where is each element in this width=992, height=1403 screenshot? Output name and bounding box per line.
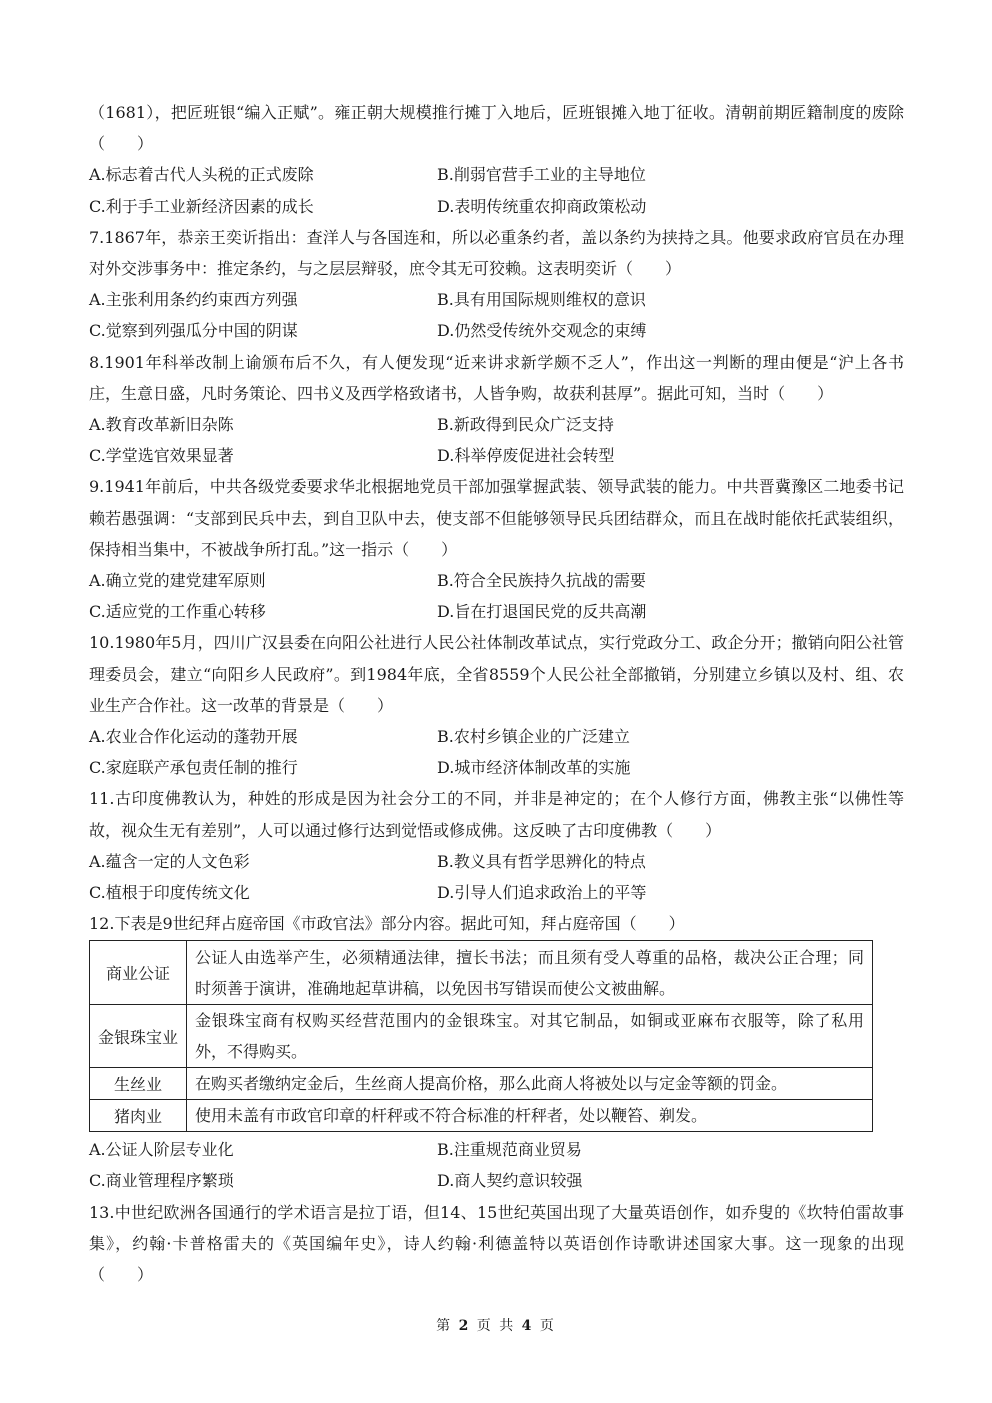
q8-options-row-2 — [89, 440, 904, 471]
page-footer — [0, 1315, 992, 1335]
q10-option-d: D.城市经济体制改革的实施 — [437, 758, 631, 778]
q6-options-row-2 — [89, 191, 904, 222]
q7-option-b: B.具有用国际规则维权的意识 — [437, 290, 646, 310]
q9-option-b: B.符合全民族持久抗战的需要 — [437, 570, 646, 590]
table-key: 商业公证 — [90, 941, 187, 1005]
q12-options-row-2 — [89, 1165, 904, 1196]
q7-option-a: A.主张利用条约约束西方列强 — [89, 290, 298, 310]
table-row — [90, 1005, 873, 1068]
footer-suffix: 页 — [539, 1318, 556, 1334]
q12-table — [89, 940, 873, 1132]
q6-options-row-1 — [89, 159, 904, 190]
q11-options-row-2 — [89, 877, 904, 908]
table-value: 使用未盖有市政官印章的杆秤或不符合标准的杆秤者，处以鞭笞、剃发。 — [187, 1100, 873, 1132]
q11-option-d: D.引导人们追求政治上的平等 — [437, 882, 647, 902]
table-key: 生丝业 — [90, 1068, 187, 1100]
table-row — [90, 1068, 873, 1100]
q9-stem: 9.1941年前后，中共各级党委要求华北根据地党员干部加强掌握武装、领导武装的能力。中共晋冀豫区二地委书记赖若愚强调：“支部到民兵中去，到自卫队中去，使支部不但能够领导民兵团结群众，而且在战时能依托武装组织，保持相当集中，不被战争所打乱。”这一指示（ ） — [89, 477, 904, 559]
q12-options-row-1 — [89, 1134, 904, 1165]
q10-stem: 10.1980年5月，四川广汉县委在向阳公社进行人民公社体制改革试点，实行党政分工、政企分开；撤销向阳公社管理委员会，建立“向阳乡人民政府”。到1984年底，全省8559个人民公社全部撤销，分别建立乡镇以及村、组、农业生产合作社。这一改革的背景是（ ） — [89, 633, 904, 715]
q8-options-row-1 — [89, 409, 904, 440]
q8-option-a: A.教育改革新旧杂陈 — [89, 414, 234, 434]
footer-mid: 页 共 — [476, 1318, 516, 1334]
table-key: 猪肉业 — [90, 1100, 187, 1132]
q12-option-b: B.注重规范商业贸易 — [437, 1140, 582, 1160]
q6-option-a: A.标志着古代人头税的正式废除 — [89, 165, 314, 185]
q10-options-row-2 — [89, 752, 904, 783]
q11-options-row-1 — [89, 846, 904, 877]
q6-option-b: B.削弱官营手工业的主导地位 — [437, 165, 646, 185]
q8-option-d: D.科举停废促进社会转型 — [437, 446, 615, 466]
q11-option-b: B.教义具有哲学思辨化的特点 — [437, 851, 646, 871]
q12-option-a: A.公证人阶层专业化 — [89, 1140, 234, 1160]
q8-option-c: C.学堂选官效果显著 — [89, 446, 234, 466]
q6-option-d: D.表明传统重农抑商政策松动 — [437, 196, 647, 216]
q9-options-row-2 — [89, 596, 904, 627]
footer-prefix: 第 — [436, 1318, 453, 1334]
table-value: 金银珠宝商有权购买经营范围内的金银珠宝。对其它制品，如铜或亚麻布衣服等，除了私用外，不得购买。 — [187, 1005, 873, 1068]
q7-option-c: C.觉察到列强瓜分中国的阴谋 — [89, 321, 298, 341]
q12-stem: 12.下表是9世纪拜占庭帝国《市政官法》部分内容。据此可知，拜占庭帝国（ ） — [89, 914, 685, 934]
q10-options-row-1 — [89, 721, 904, 752]
total-page-number: 4 — [521, 1318, 534, 1334]
q9-option-c: C.适应党的工作重心转移 — [89, 602, 266, 622]
q13-stem: 13.中世纪欧洲各国通行的学术语言是拉丁语，但14、15世纪英国出现了大量英语创作，如乔叟的《坎特伯雷故事集》，约翰·卡普格雷夫的《英国编年史》，诗人约翰·利德盖特以英语创作诗歌讲述国家大事。这一现象的出现（ ） — [89, 1202, 904, 1285]
q7-options-row-2 — [89, 315, 904, 346]
q11-stem: 11.古印度佛教认为，种姓的形成是因为社会分工的不同，并非是神定的；在个人修行方面，佛教主张“以佛性等故，视众生无有差别”，人可以通过修行达到觉悟或修成佛。这反映了古印度佛教（ ） — [89, 789, 904, 840]
question-list — [89, 97, 904, 1290]
q9-option-d: D.旨在打退国民党的反共高潮 — [437, 602, 647, 622]
q10-option-b: B.农村乡镇企业的广泛建立 — [437, 726, 630, 746]
table-key: 金银珠宝业 — [90, 1005, 187, 1068]
q12-option-d: D.商人契约意识较强 — [437, 1171, 583, 1191]
q7-options-row-1 — [89, 284, 904, 315]
q10-option-a: A.农业合作化运动的蓬勃开展 — [89, 726, 298, 746]
q7-option-d: D.仍然受传统外交观念的束缚 — [437, 321, 647, 341]
q9-options-row-1 — [89, 565, 904, 596]
q10-option-c: C.家庭联产承包责任制的推行 — [89, 758, 298, 778]
q11-option-a: A.蕴含一定的人文色彩 — [89, 851, 250, 871]
q8-stem: 8.1901年科举改制上谕颁布后不久，有人便发现“近来讲求新学颇不乏人”，作出这一判断的理由便是“沪上各书庄，生意日盛，凡时务策论、四书义及西学格致诸书，人皆争购，故获利甚厚”。据此可知，当时（ ） — [89, 352, 904, 403]
q12-option-c: C.商业管理程序繁琐 — [89, 1171, 234, 1191]
table-row — [90, 941, 873, 1005]
q8-option-b: B.新政得到民众广泛支持 — [437, 414, 614, 434]
q9-option-a: A.确立党的建党建军原则 — [89, 570, 266, 590]
table-row — [90, 1100, 873, 1132]
q7-stem: 7.1867年，恭亲王奕䜣指出：查洋人与各国连和，所以必重条约者，盖以条约为挟持之具。他要求政府官员在办理对外交涉事务中：推定条约，与之层层辩驳，庶令其无可狡赖。这表明奕䜣（ ） — [89, 227, 904, 278]
current-page-number: 2 — [458, 1318, 471, 1334]
table-value: 公证人由选举产生，必须精通法律，擅长书法；而且须有受人尊重的品格，裁决公正合理；同时须善于演讲，准确地起草讲稿，以免因书写错误而使公文被曲解。 — [187, 941, 873, 1005]
q6-option-c: C.利于手工业新经济因素的成长 — [89, 196, 314, 216]
table-value: 在购买者缴纳定金后，生丝商人提高价格，那么此商人将被处以与定金等额的罚金。 — [187, 1068, 873, 1100]
q11-option-c: C.植根于印度传统文化 — [89, 882, 250, 902]
q6-stem: （1681），把匠班银“编入正赋”。雍正朝大规模推行摊丁入地后，匠班银摊入地丁征收。清朝前期匠籍制度的废除（ ） — [89, 103, 904, 154]
